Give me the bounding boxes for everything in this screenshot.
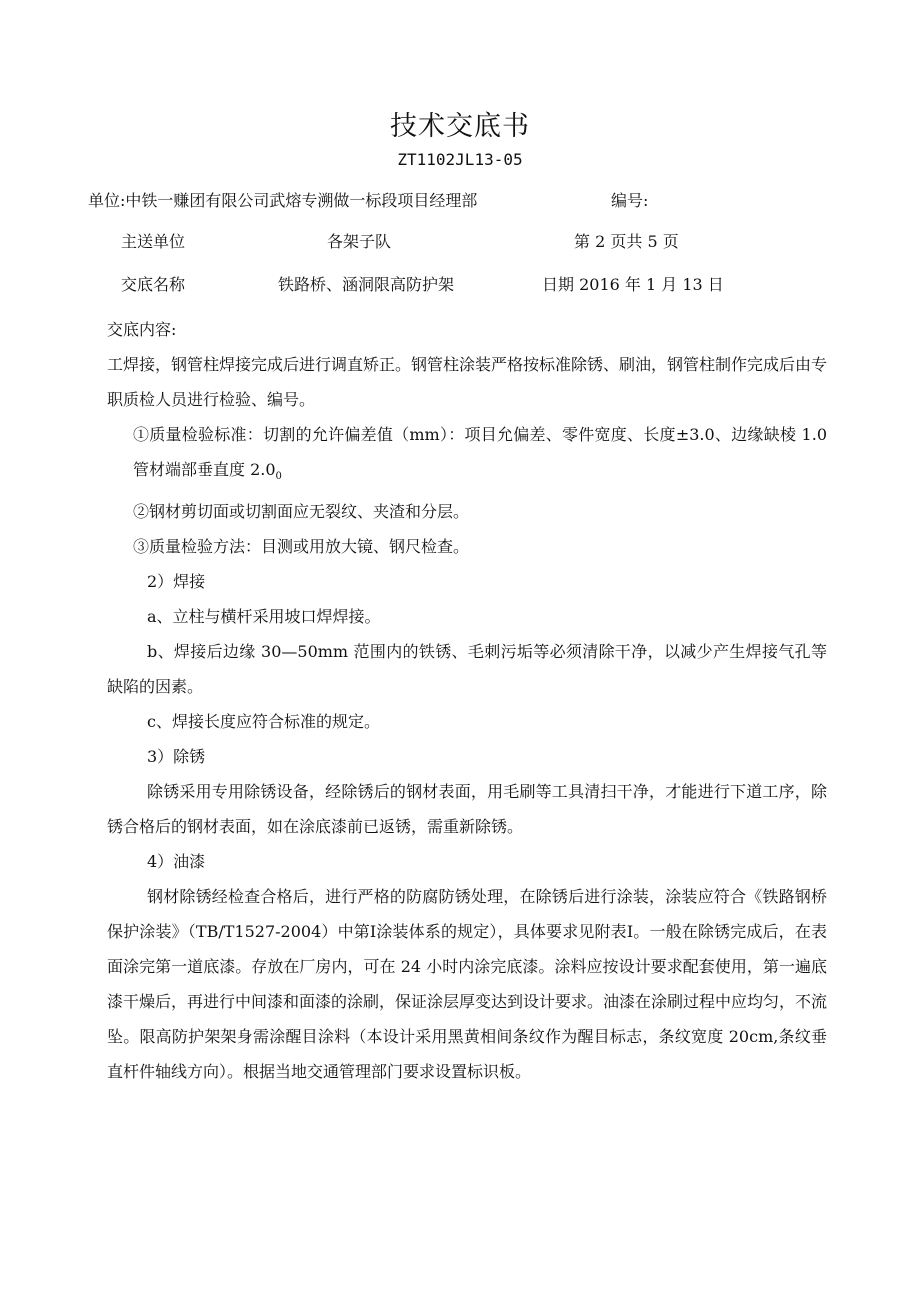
number-label: 编号: xyxy=(611,191,649,210)
subject-value: 铁路桥、涵洞限高防护架 xyxy=(278,275,455,294)
paragraph-4: ③质量检验方法：目测或用放大镜、钢尺检查。 xyxy=(133,537,470,557)
welding-item-c: c、焊接长度应符合标准的规定。 xyxy=(147,712,380,732)
document-title: 技术交底书 xyxy=(390,111,530,142)
send-unit-value: 各架子队 xyxy=(327,232,392,251)
unit-line xyxy=(88,188,477,211)
subject-label: 交底名称 xyxy=(121,275,186,294)
section-welding-heading: 2）焊接 xyxy=(147,572,206,592)
unit-value: 中铁一赚团有限公司武熔专溯做一标段项目经理部 xyxy=(125,191,478,210)
unit-label: 单位: xyxy=(88,191,126,210)
content-body xyxy=(107,312,827,1089)
rust-paragraph: 除锈采用专用除锈设备，经除锈后的钢材表面，用毛刷等工具清扫干净，才能进行下道工序，除锈合格后的钢材表面，如在涂底漆前已返锈，需重新除锈。 xyxy=(107,782,827,837)
paragraph-2 xyxy=(107,417,827,494)
section-rust-heading: 3）除锈 xyxy=(147,747,206,767)
date: 日期 2016 年 1 月 13 日 xyxy=(542,275,724,294)
quality-standard-text: ①质量检验标准：切割的允许偏差值（mm）：项目允偏差、零件宽度、长度±3.0、边缘缺棱 1.0 管材端部垂直度 2.0 xyxy=(133,425,827,479)
quality-standard-subscript: 0 xyxy=(275,471,282,483)
document-code: ZT1102JL13-05 xyxy=(397,150,523,169)
paint-paragraph: 钢材除锈经检查合格后，进行严格的防腐防锈处理，在除锈后进行涂装，涂装应符合《铁路钢桥保护涂装》（TB/T1527-2004）中第Ⅰ涂装体系的规定），具体要求见附表Ⅰ。一般在除锈完成后，在表面涂完第一道底漆。存放在厂房内，可在 24 小时内涂完底漆。涂料应按设计要求配套使用，第一遍底漆干燥后，再进行中间漆和面漆的涂刷，保证涂层厚变达到设计要求。油漆在涂刷过程中应均匀，不流坠。限高防护架架身需涂醒目涂料（本设计采用黑黄相间条纹作为醒目标志，条纹宽度 20cm,条纹垂直杆件轴线方向）。根据当地交通管理部门要求设置标识板。 xyxy=(107,887,828,1082)
section-paint-heading: 4）油漆 xyxy=(147,852,206,872)
content-heading: 交底内容: xyxy=(107,320,177,339)
send-unit-label: 主送单位 xyxy=(121,232,186,251)
welding-item-a: a、立柱与横杆采用坡口焊焊接。 xyxy=(147,607,381,627)
page-info: 第 2 页共 5 页 xyxy=(574,232,679,251)
paragraph-3: ②钢材剪切面或切割面应无裂纹、夹渣和分层。 xyxy=(133,502,470,522)
welding-item-b: b、焊接后边缘 30—50mm 范围内的铁锈、毛刺污垢等必须清除干净，以减少产生焊接气孔等缺陷的因素。 xyxy=(107,642,827,697)
paragraph-1: 工焊接，钢管柱焊接完成后进行调直矫正。钢管柱涂装严格按标准除锈、刷油，钢管柱制作完成后由专职质检人员进行检验、编号。 xyxy=(107,355,828,409)
